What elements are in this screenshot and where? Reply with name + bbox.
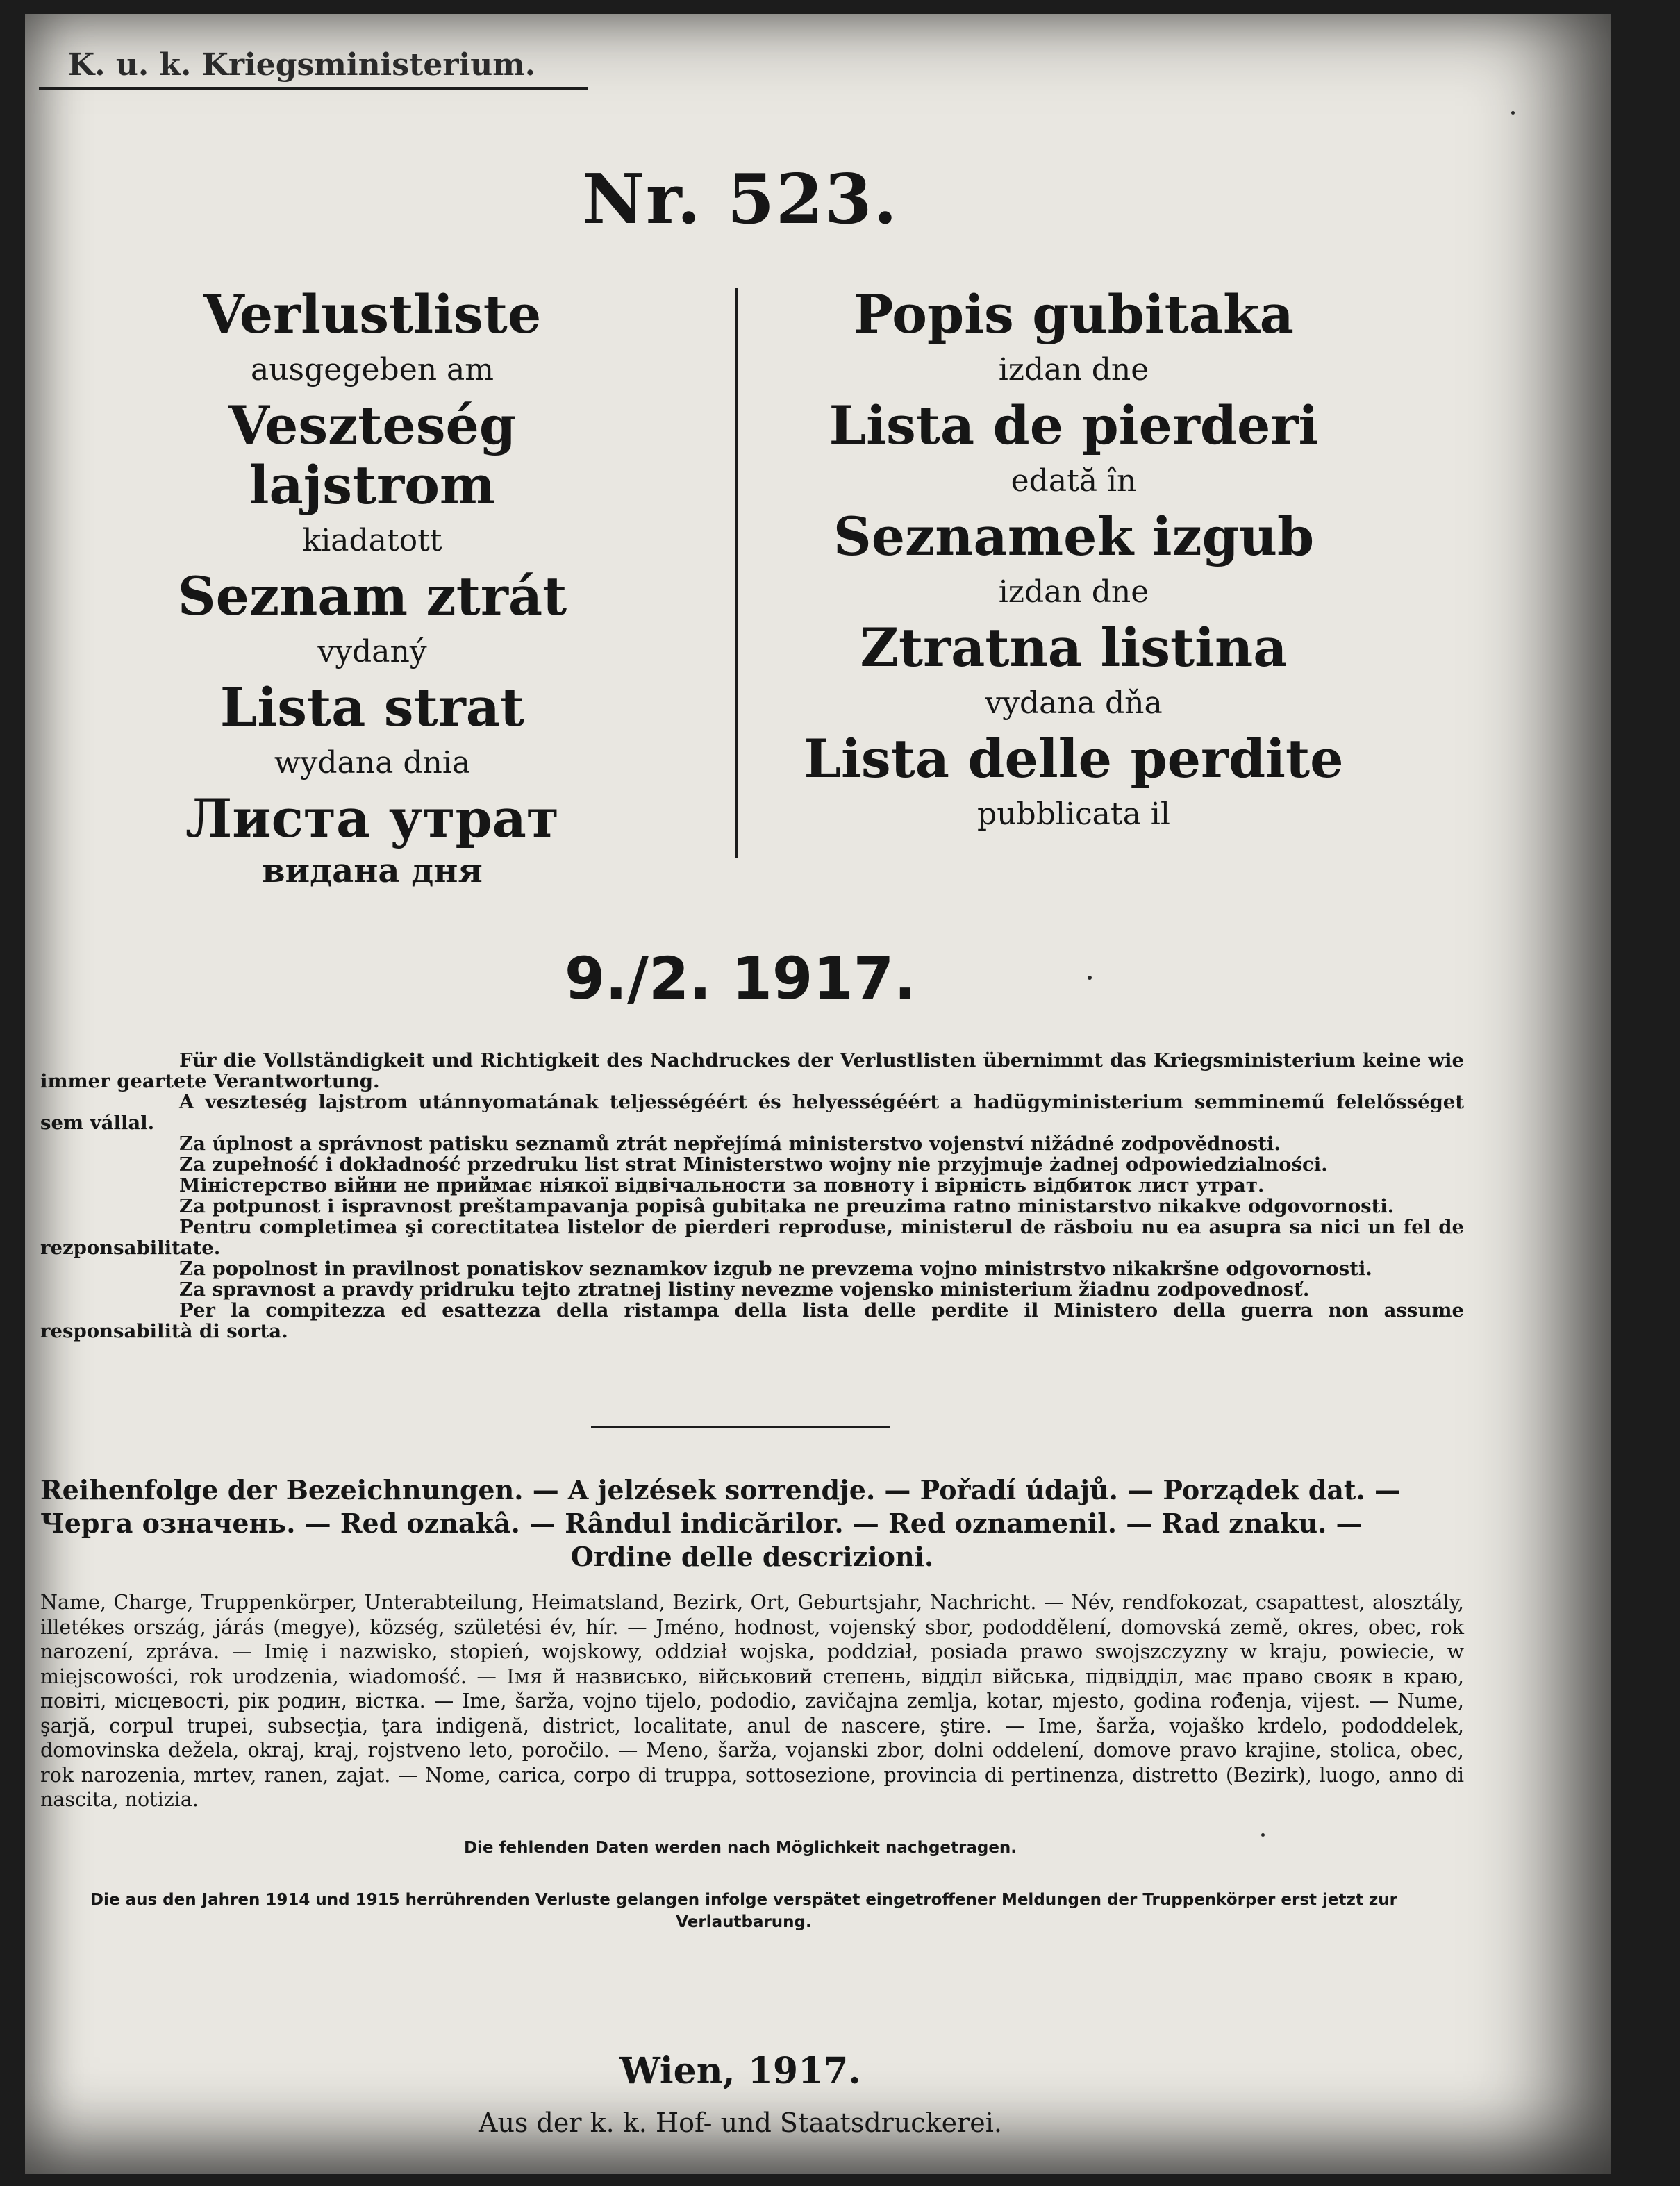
ministry-header: K. u. k. Kriegsministerium. [68, 47, 536, 83]
scan-speck [1261, 1833, 1265, 1837]
subtitle-it: pubblicata il [977, 796, 1170, 832]
scan-speck [1511, 111, 1515, 115]
disclaimer-ro: Pentru completimea şi corectitatea listelor de pierderi reproduse, ministerul de răsboiu nu ea asupra sa nici un fel de rezponsabilitate. [40, 1216, 1464, 1259]
subtitle-uk: видана дня [262, 851, 483, 890]
disclaimer-sl: Za popolnost in pravilnost ponatiskov seznamkov izgub ne prevzema vojno ministrstvo nikakršne odgovornosti. [179, 1258, 1372, 1280]
field-description: Name, Charge, Truppenkörper, Unterabteilung, Heimatsland, Bezirk, Ort, Geburtsjahr, Nachricht. — Név, rendfokozat, csapattest, alosztály, illetékes ország, járás (megye), község, születési év, hír. — Jméno, hodnost, vojenský sbor, pododdělení, domovská země, okres, obec, rok narození, zpráva. — Imię i nazwisko, stopień, wojskowy, oddział wojska, poddział, posiada prawo swojszczyzny w kraju, powiecie, w miejscowości, rok urodzenia, wiadomość. — Імя й назвисько, військовий степень, відділ війська, підвідділ, має право свояк в краю, повіті, місцевості, рік родин, вістка. — Ime, šarža, vojno tijelo, pododio, zavičajna zemlja, kotar, mjesto, godina rođenja, vijest. — Nume, şarjă, corpul trupei, subsecţia, ţara indigenă, district, localitate, anul de nascere, ştire. — Ime, šarža, vojaško krdelo, pododdelek, domovinska dežela, okraj, kraj, rojstveno leto, poročilo. — Meno, šarža, vojanski zbor, dolni oddelení, domove pravo krajine, stolica, obec, rok narozenia, mrtev, ranen, zajat. — Nome, carica, corpo di truppa, sottosezione, provincia di pertinenza, distretto (Bezirk), luogo, anno di nascita, notizia. [40, 1591, 1464, 1811]
disclaimer-sk: Za spravnost a pravdy pridruku tejto ztratnej listiny nevezme vojensko ministerium žiadnu zodpovednosť. [179, 1278, 1310, 1301]
order-line-2: Черга означень. — Red oznakâ. — Rândul indicărilor. — Red oznamenil. — Rad znaku. — [40, 1508, 1363, 1539]
title-sk: Ztratna listina [860, 617, 1288, 678]
subtitle-cs: vydaný [317, 634, 427, 669]
scan-speck [1088, 976, 1092, 980]
titles-left-column [129, 285, 615, 893]
disclaimer-de: Für die Vollständigkeit und Richtigkeit des Nachdruckes der Verlustlisten übernimmt das Kriegsministerium keine wie immer geartete Verantwortung. [40, 1049, 1464, 1092]
title-it: Lista delle perdite [804, 728, 1344, 790]
subtitle-sk: vydana dňa [985, 685, 1163, 721]
subtitle-hu: kiadatott [302, 523, 442, 558]
printer-line: Aus der k. k. Hof- und Staatsdruckerei. [479, 2108, 1002, 2138]
subtitle-sl: izdan dne [998, 574, 1149, 610]
document-page [25, 14, 1611, 2174]
disclaimer-hu: A veszteség lajstrom utánnyomatának teljességéért és helyességéért a hadügyministerium semminemű felelősséget sem vállal. [40, 1091, 1464, 1134]
disclaimer-uk: Міністерство війни не приймає ніякої відвічальности за повноту і вірність відбиток лист утрат. [179, 1174, 1265, 1196]
subtitle-de: ausgegeben am [250, 352, 494, 387]
disclaimer-pl: Za zupełność i dokładność przedruku list strat Ministerstwo wojny nie przyjmuje żadnej odpowiedzialności. [179, 1153, 1328, 1176]
title-cs: Seznam ztrát [177, 565, 567, 627]
title-hr: Popis gubitaka [854, 283, 1294, 345]
order-of-designations [40, 1474, 1464, 1574]
title-sl: Seznamek izgub [833, 506, 1315, 567]
title-hu: Veszteség lajstrom [228, 394, 517, 516]
disclaimer-hr: Za potpunost i ispravnost preštampavanja popisâ gubitaka ne preuzima ratno ministarstvo nikakve odgovornosti. [179, 1195, 1395, 1217]
order-line-1: Reihenfolge der Bezeichnungen. — A jelzések sorrendje. — Pořadí údajů. — Porządek dat. — [40, 1474, 1401, 1505]
title-de: Verlustliste [203, 283, 542, 345]
title-pl: Lista strat [219, 676, 525, 738]
title-ro: Lista de pierderi [829, 394, 1319, 456]
subtitle-pl: wydana dnia [274, 745, 471, 781]
title-uk: Листа утрат [185, 787, 559, 849]
disclaimer-it: Per la compitezza ed esattezza della ristampa della lista delle perdite il Ministero della guerra non assume responsabilità di sorta. [40, 1299, 1464, 1342]
disclaimers [40, 1050, 1464, 1342]
titles-right-column [782, 285, 1365, 840]
publication-place: Wien, 1917. [619, 2050, 861, 2092]
subtitle-ro: edată în [1011, 463, 1137, 499]
header-rule [39, 87, 588, 90]
column-divider [735, 288, 738, 858]
issue-date: 9./2. 1917. [564, 944, 917, 1012]
late-reports-note: Die aus den Jahren 1914 und 1915 herrührenden Verluste gelangen infolge verspätet eingetroffener Meldungen der Truppenkörper erst jetzt zur Verlautbarung. [90, 1891, 1398, 1931]
missing-data-note: Die fehlenden Daten werden nach Möglichkeit nachgetragen. [463, 1839, 1017, 1857]
order-line-3: Ordine delle descrizioni. [570, 1541, 934, 1572]
list-number: Nr. 523. [582, 160, 899, 240]
disclaimer-cs: Za úplnost a správnost patisku seznamů ztrát nepřejímá ministerstvo vojenství nižádné zodpovědnosti. [179, 1133, 1281, 1155]
subtitle-hr: izdan dne [998, 352, 1149, 387]
section-rule [591, 1426, 890, 1428]
